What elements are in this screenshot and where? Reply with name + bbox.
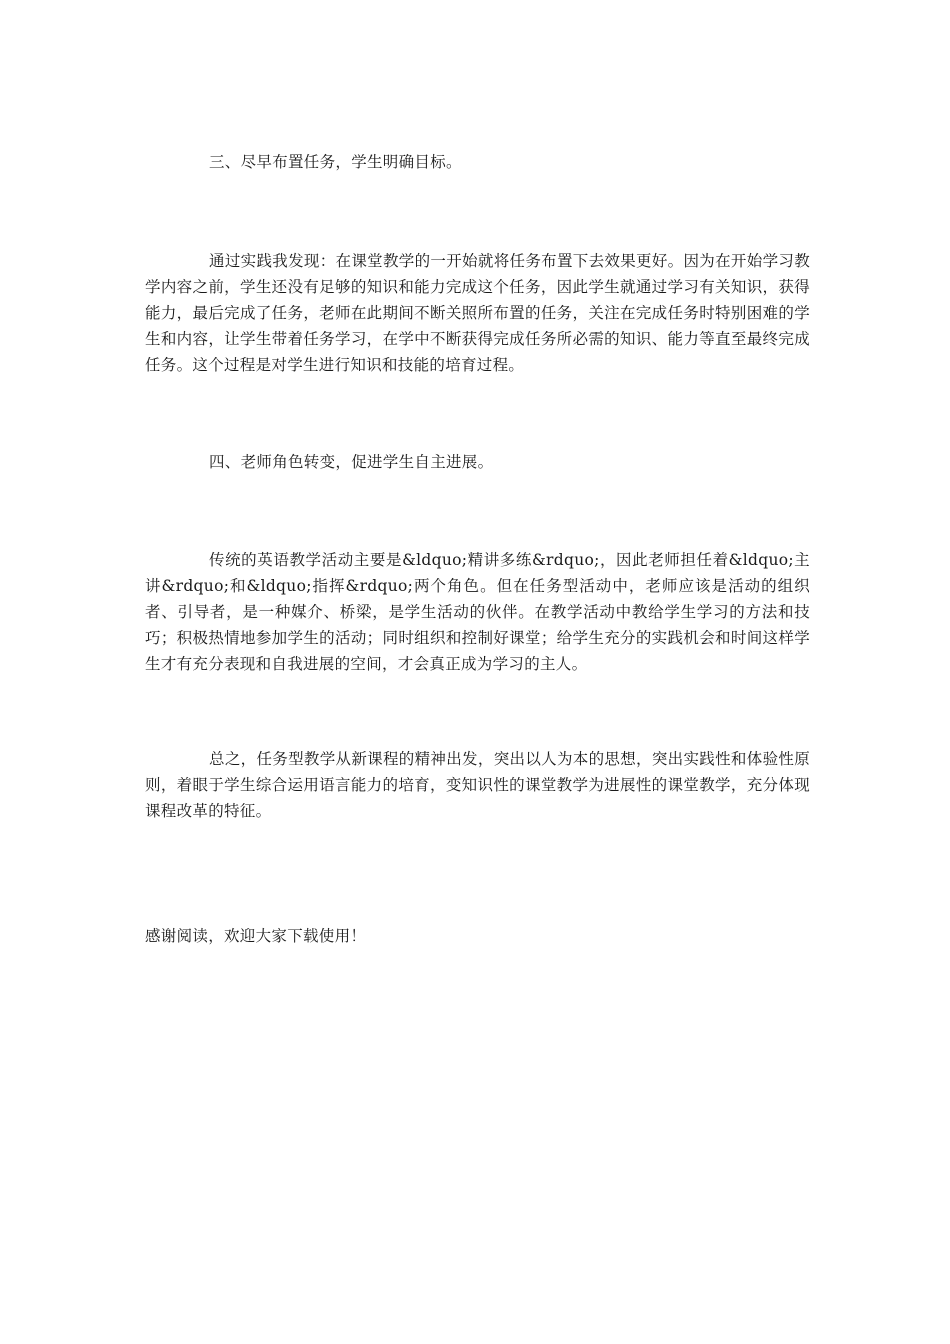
- body-paragraph-teacher-role: 传统的英语教学活动主要是&ldquo;精讲多练&rdquo;，因此老师担任着&ldquo;主讲&rdquo;和&ldquo;指挥&rdquo;两个角色。但在任务型活动中，老师应该是活动的组织者、引导者，是一种媒介、桥梁，是学生活动的伙伴。在教学活动中教给学生学习的方法和技巧；积极热情地参加学生的活动；同时组织和控制好课堂；给学生充分的实践机会和时间这样学生才有充分表现和自我进展的空间，才会真正成为学习的主人。: [145, 551, 810, 673]
- section-heading-4: 四、老师角色转变，促进学生自主进展。: [209, 453, 494, 471]
- section-heading-3: 三、尽早布置任务，学生明确目标。: [209, 153, 462, 171]
- closing-note: 感谢阅读，欢迎大家下载使用！: [145, 927, 367, 945]
- body-paragraph-conclusion: 总之，任务型教学从新课程的精神出发，突出以人为本的思想，突出实践性和体验性原则，着眼于学生综合运用语言能力的培育，变知识性的课堂教学为进展性的课堂教学，充分体现课程改革的特征。: [145, 750, 810, 820]
- body-paragraph-task-assignment: 通过实践我发现：在课堂教学的一开始就将任务布置下去效果更好。因为在开始学习教学内容之前，学生还没有足够的知识和能力完成这个任务，因此学生就通过学习有关知识，获得能力，最后完成了任务，老师在此期间不断关照所布置的任务，关注在完成任务时特别困难的学生和内容，让学生带着任务学习，在学中不断获得完成任务所必需的知识、能力等直至最终完成任务。这个过程是对学生进行知识和技能的培育过程。: [145, 252, 810, 374]
